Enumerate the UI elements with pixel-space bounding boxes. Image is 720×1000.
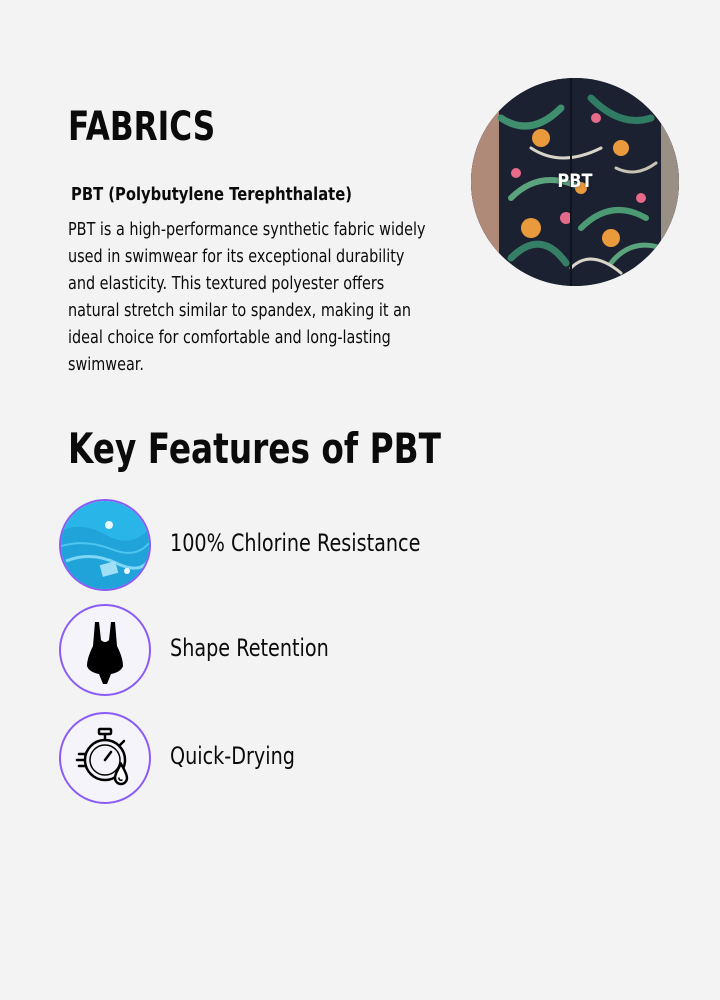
key-features-title: Key Features of PBT bbox=[68, 424, 441, 473]
fabric-description: PBT is a high-performance synthetic fabric widely used in swimwear for its exceptional durability and elasticity. This textured polyester offers natural stretch similar to spandex, making it an ideal choice for comfortable and long-lasting swimwear. bbox=[68, 219, 426, 375]
feature-label: 100% Chlorine Resistance bbox=[170, 529, 421, 557]
stopwatch-drop-icon bbox=[59, 712, 151, 804]
swimsuit-icon bbox=[59, 604, 151, 696]
pool-water-icon bbox=[59, 499, 151, 591]
feature-label: Shape Retention bbox=[170, 634, 329, 662]
feature-chlorine-resistance bbox=[59, 499, 619, 591]
feature-label: Quick-Drying bbox=[170, 742, 295, 770]
feature-shape-retention bbox=[59, 604, 619, 696]
fabric-name: PBT (Polybutylene Terephthalate) bbox=[71, 184, 352, 205]
fabric-swatch-image bbox=[471, 78, 679, 286]
feature-quick-drying bbox=[59, 712, 619, 804]
fabrics-title: FABRICS bbox=[68, 104, 216, 150]
fabric-image-label: PBT bbox=[557, 170, 593, 192]
